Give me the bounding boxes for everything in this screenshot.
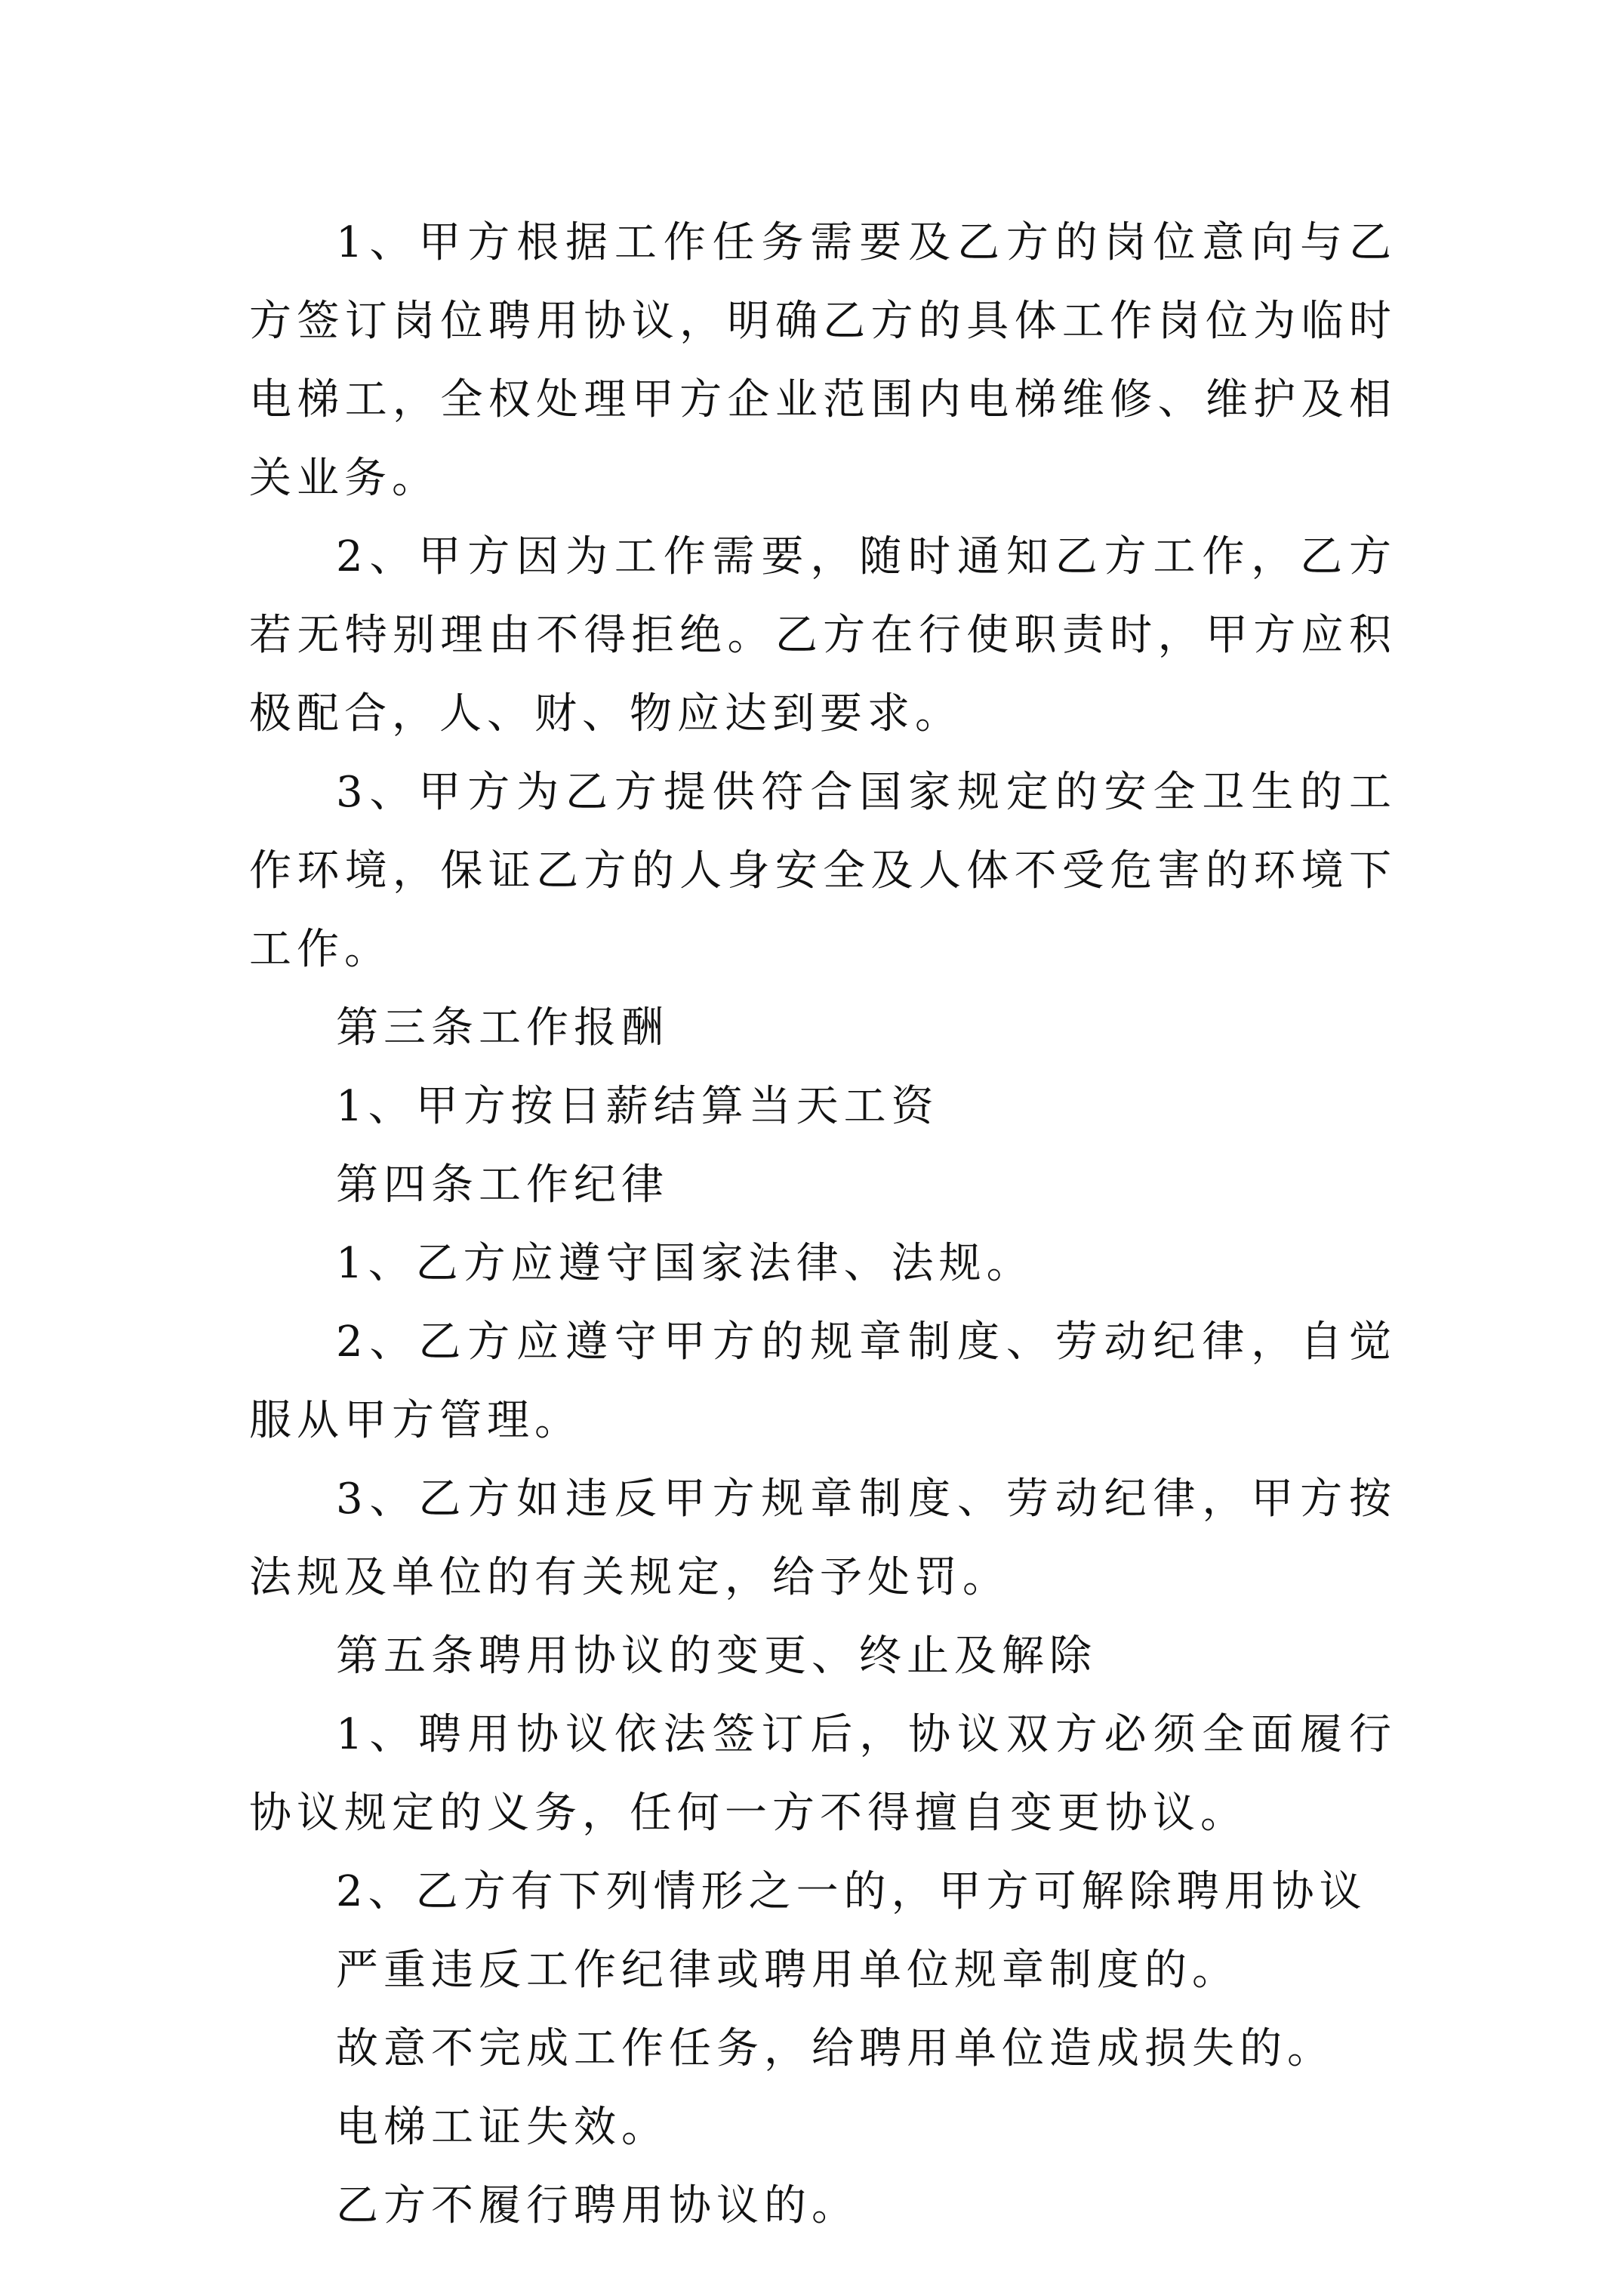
article-heading: 第四条工作纪律 [336,1160,669,1210]
clause-paragraph: 1、聘用协议依法签订后，协议双方必须全面履行协议规定的义务，任何一方不得擅自变更协议。 [249,1710,1397,1838]
list-item: 故意不完成工作任务，给聘用单位造成损失的。 [336,2024,1335,2073]
clause-paragraph: 1、甲方根据工作任务需要及乙方的岗位意向与乙方签订岗位聘用协议，明确乙方的具体工作岗位为临时电梯工，全权处理甲方企业范围内电梯维修、维护及相关业务。 [249,218,1397,503]
clause-paragraph: 2、乙方应遵守甲方的规章制度、劳动纪律，自觉服从甲方管理。 [249,1318,1397,1445]
clause-paragraph: 1、乙方应遵守国家法律、法规。 [336,1239,1034,1288]
article-heading: 第五条聘用协议的变更、终止及解除 [336,1632,1097,1681]
clause-paragraph: 1、甲方按日薪结算当天工资 [336,1082,939,1131]
clause-paragraph: 3、乙方如违反甲方规章制度、劳动纪律，甲方按法规及单位的有关规定，给予处罚。 [249,1475,1397,1602]
list-item: 严重违反工作纪律或聘用单位规章制度的。 [336,1946,1240,1995]
clause-paragraph: 2、甲方因为工作需要，随时通知乙方工作，乙方若无特别理由不得拒绝。乙方在行使职责时，甲方应积极配合，人、财、物应达到要求。 [249,532,1397,738]
document-body [249,204,1397,2245]
clause-paragraph: 3、甲方为乙方提供符合国家规定的安全卫生的工作环境，保证乙方的人身安全及人体不受危害的环境下工作。 [249,768,1397,974]
list-item: 电梯工证失效。 [336,2103,669,2152]
list-item: 乙方不履行聘用协议的。 [336,2181,859,2230]
article-heading: 第三条工作报酬 [336,1003,669,1052]
clause-paragraph: 2、乙方有下列情形之一的，甲方可解除聘用协议 [336,1867,1367,1916]
